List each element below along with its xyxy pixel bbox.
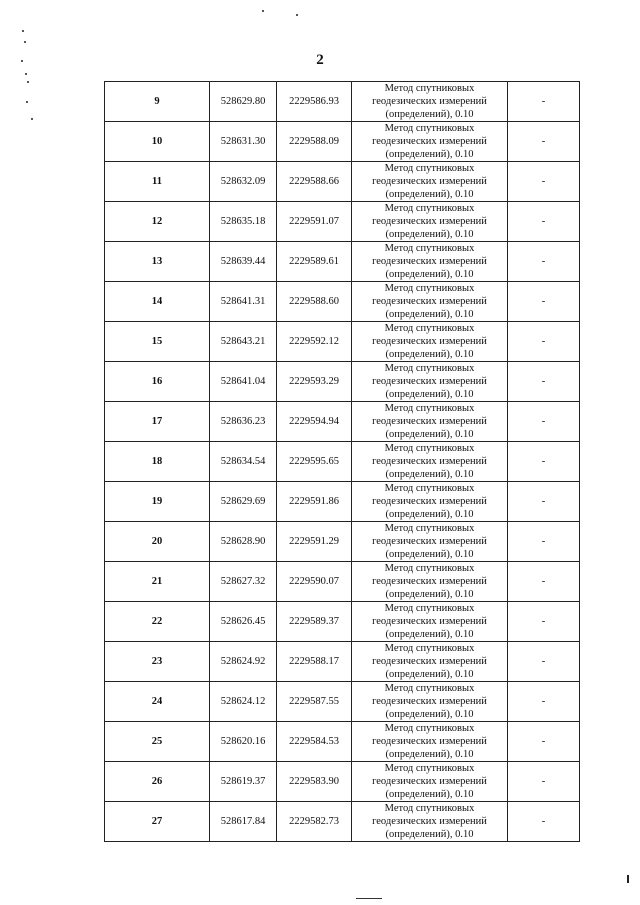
table-row xyxy=(105,762,580,802)
method-line: (определений), 0.10 xyxy=(385,149,474,160)
coordinates-table-body xyxy=(105,82,580,842)
point-number-cell: 23 xyxy=(105,642,210,682)
method-line: геодезических измерений xyxy=(372,656,487,667)
y-coordinate-cell: 2229595.65 xyxy=(277,442,352,482)
method-cell xyxy=(352,402,508,442)
method-line: (определений), 0.10 xyxy=(385,669,474,680)
bottom-rule xyxy=(356,898,382,899)
method-cell xyxy=(352,122,508,162)
method-line: Метод спутниковых xyxy=(384,403,475,414)
table-row xyxy=(105,522,580,562)
point-number-cell: 24 xyxy=(105,682,210,722)
method-line: (определений), 0.10 xyxy=(385,789,474,800)
table-row xyxy=(105,682,580,722)
point-number-cell: 27 xyxy=(105,802,210,842)
method-line: (определений), 0.10 xyxy=(385,709,474,720)
y-coordinate-cell: 2229591.86 xyxy=(277,482,352,522)
point-number-cell: 20 xyxy=(105,522,210,562)
point-number-cell: 10 xyxy=(105,122,210,162)
y-coordinate-cell: 2229593.29 xyxy=(277,362,352,402)
method-line: Метод спутниковых xyxy=(384,363,475,374)
x-coordinate-cell: 528624.92 xyxy=(210,642,277,682)
note-cell: - xyxy=(508,442,580,482)
table-row xyxy=(105,242,580,282)
method-line: геодезических измерений xyxy=(372,456,487,467)
table-row xyxy=(105,802,580,842)
method-cell xyxy=(352,802,508,842)
scan-speck xyxy=(31,118,33,120)
method-cell xyxy=(352,762,508,802)
note-cell: - xyxy=(508,162,580,202)
method-cell xyxy=(352,242,508,282)
point-number-cell: 21 xyxy=(105,562,210,602)
table-row xyxy=(105,642,580,682)
method-cell xyxy=(352,442,508,482)
method-line: геодезических измерений xyxy=(372,256,487,267)
note-cell: - xyxy=(508,282,580,322)
note-cell: - xyxy=(508,562,580,602)
method-line: (определений), 0.10 xyxy=(385,389,474,400)
table-row xyxy=(105,402,580,442)
method-line: (определений), 0.10 xyxy=(385,829,474,840)
method-line: геодезических измерений xyxy=(372,736,487,747)
method-line: (определений), 0.10 xyxy=(385,589,474,600)
method-line: Метод спутниковых xyxy=(384,603,475,614)
note-cell: - xyxy=(508,82,580,122)
point-number-cell: 9 xyxy=(105,82,210,122)
method-cell xyxy=(352,362,508,402)
method-line: геодезических измерений xyxy=(372,216,487,227)
note-cell: - xyxy=(508,482,580,522)
method-line: геодезических измерений xyxy=(372,296,487,307)
method-cell xyxy=(352,722,508,762)
point-number-cell: 15 xyxy=(105,322,210,362)
method-line: Метод спутниковых xyxy=(384,283,475,294)
method-line: (определений), 0.10 xyxy=(385,229,474,240)
method-line: Метод спутниковых xyxy=(384,683,475,694)
y-coordinate-cell: 2229588.09 xyxy=(277,122,352,162)
point-number-cell: 19 xyxy=(105,482,210,522)
scan-speck xyxy=(296,14,298,16)
x-coordinate-cell: 528627.32 xyxy=(210,562,277,602)
method-line: геодезических измерений xyxy=(372,696,487,707)
method-line: (определений), 0.10 xyxy=(385,109,474,120)
edge-mark xyxy=(627,875,629,883)
method-cell xyxy=(352,522,508,562)
scan-speck xyxy=(26,101,28,103)
method-line: Метод спутниковых xyxy=(384,203,475,214)
point-number-cell: 16 xyxy=(105,362,210,402)
x-coordinate-cell: 528626.45 xyxy=(210,602,277,642)
method-line: Метод спутниковых xyxy=(384,323,475,334)
table-row xyxy=(105,562,580,602)
table-row xyxy=(105,362,580,402)
note-cell: - xyxy=(508,522,580,562)
x-coordinate-cell: 528619.37 xyxy=(210,762,277,802)
note-cell: - xyxy=(508,242,580,282)
method-line: Метод спутниковых xyxy=(384,643,475,654)
method-line: Метод спутниковых xyxy=(384,563,475,574)
point-number-cell: 26 xyxy=(105,762,210,802)
method-line: геодезических измерений xyxy=(372,776,487,787)
method-line: Метод спутниковых xyxy=(384,803,475,814)
x-coordinate-cell: 528636.23 xyxy=(210,402,277,442)
method-cell xyxy=(352,682,508,722)
point-number-cell: 11 xyxy=(105,162,210,202)
note-cell: - xyxy=(508,682,580,722)
x-coordinate-cell: 528639.44 xyxy=(210,242,277,282)
method-line: геодезических измерений xyxy=(372,576,487,587)
point-number-cell: 17 xyxy=(105,402,210,442)
y-coordinate-cell: 2229583.90 xyxy=(277,762,352,802)
y-coordinate-cell: 2229584.53 xyxy=(277,722,352,762)
y-coordinate-cell: 2229590.07 xyxy=(277,562,352,602)
table-row xyxy=(105,722,580,762)
method-line: Метод спутниковых xyxy=(384,523,475,534)
x-coordinate-cell: 528617.84 xyxy=(210,802,277,842)
table-row xyxy=(105,602,580,642)
method-line: Метод спутниковых xyxy=(384,763,475,774)
scan-speck xyxy=(25,73,27,75)
method-cell xyxy=(352,282,508,322)
y-coordinate-cell: 2229588.60 xyxy=(277,282,352,322)
point-number-cell: 22 xyxy=(105,602,210,642)
method-line: геодезических измерений xyxy=(372,816,487,827)
method-line: геодезических измерений xyxy=(372,496,487,507)
x-coordinate-cell: 528629.69 xyxy=(210,482,277,522)
y-coordinate-cell: 2229589.37 xyxy=(277,602,352,642)
y-coordinate-cell: 2229586.93 xyxy=(277,82,352,122)
method-line: геодезических измерений xyxy=(372,616,487,627)
table-row xyxy=(105,282,580,322)
method-line: Метод спутниковых xyxy=(384,243,475,254)
point-number-cell: 14 xyxy=(105,282,210,322)
note-cell: - xyxy=(508,762,580,802)
method-cell xyxy=(352,562,508,602)
method-line: (определений), 0.10 xyxy=(385,349,474,360)
page-number: 2 xyxy=(316,52,324,68)
table-row xyxy=(105,122,580,162)
method-line: Метод спутниковых xyxy=(384,83,475,94)
method-cell xyxy=(352,162,508,202)
scan-speck xyxy=(27,81,29,83)
method-line: геодезических измерений xyxy=(372,376,487,387)
method-line: (определений), 0.10 xyxy=(385,509,474,520)
y-coordinate-cell: 2229582.73 xyxy=(277,802,352,842)
method-line: геодезических измерений xyxy=(372,536,487,547)
table-row xyxy=(105,482,580,522)
scan-speck xyxy=(24,41,26,43)
note-cell: - xyxy=(508,362,580,402)
x-coordinate-cell: 528631.30 xyxy=(210,122,277,162)
point-number-cell: 25 xyxy=(105,722,210,762)
note-cell: - xyxy=(508,642,580,682)
point-number-cell: 18 xyxy=(105,442,210,482)
x-coordinate-cell: 528641.04 xyxy=(210,362,277,402)
method-line: (определений), 0.10 xyxy=(385,429,474,440)
y-coordinate-cell: 2229587.55 xyxy=(277,682,352,722)
table-row xyxy=(105,322,580,362)
x-coordinate-cell: 528641.31 xyxy=(210,282,277,322)
y-coordinate-cell: 2229588.66 xyxy=(277,162,352,202)
x-coordinate-cell: 528624.12 xyxy=(210,682,277,722)
method-line: Метод спутниковых xyxy=(384,483,475,494)
method-line: геодезических измерений xyxy=(372,416,487,427)
method-line: (определений), 0.10 xyxy=(385,629,474,640)
x-coordinate-cell: 528628.90 xyxy=(210,522,277,562)
method-line: геодезических измерений xyxy=(372,336,487,347)
method-line: геодезических измерений xyxy=(372,136,487,147)
y-coordinate-cell: 2229591.29 xyxy=(277,522,352,562)
method-line: Метод спутниковых xyxy=(384,163,475,174)
method-line: (определений), 0.10 xyxy=(385,189,474,200)
point-number-cell: 13 xyxy=(105,242,210,282)
note-cell: - xyxy=(508,402,580,442)
x-coordinate-cell: 528643.21 xyxy=(210,322,277,362)
method-line: Метод спутниковых xyxy=(384,443,475,454)
method-cell xyxy=(352,642,508,682)
note-cell: - xyxy=(508,802,580,842)
scan-speck xyxy=(22,30,24,32)
x-coordinate-cell: 528635.18 xyxy=(210,202,277,242)
method-line: (определений), 0.10 xyxy=(385,549,474,560)
y-coordinate-cell: 2229592.12 xyxy=(277,322,352,362)
method-line: (определений), 0.10 xyxy=(385,309,474,320)
table-row xyxy=(105,162,580,202)
method-line: (определений), 0.10 xyxy=(385,269,474,280)
method-cell xyxy=(352,82,508,122)
note-cell: - xyxy=(508,122,580,162)
x-coordinate-cell: 528629.80 xyxy=(210,82,277,122)
method-cell xyxy=(352,202,508,242)
method-line: геодезических измерений xyxy=(372,96,487,107)
x-coordinate-cell: 528634.54 xyxy=(210,442,277,482)
method-line: Метод спутниковых xyxy=(384,123,475,134)
point-number-cell: 12 xyxy=(105,202,210,242)
method-cell xyxy=(352,322,508,362)
y-coordinate-cell: 2229589.61 xyxy=(277,242,352,282)
note-cell: - xyxy=(508,602,580,642)
note-cell: - xyxy=(508,322,580,362)
y-coordinate-cell: 2229594.94 xyxy=(277,402,352,442)
table-row xyxy=(105,82,580,122)
x-coordinate-cell: 528620.16 xyxy=(210,722,277,762)
method-line: (определений), 0.10 xyxy=(385,749,474,760)
method-cell xyxy=(352,602,508,642)
table-row xyxy=(105,202,580,242)
y-coordinate-cell: 2229591.07 xyxy=(277,202,352,242)
y-coordinate-cell: 2229588.17 xyxy=(277,642,352,682)
note-cell: - xyxy=(508,722,580,762)
method-line: геодезических измерений xyxy=(372,176,487,187)
table-row xyxy=(105,442,580,482)
method-cell xyxy=(352,482,508,522)
method-line: (определений), 0.10 xyxy=(385,469,474,480)
method-line: Метод спутниковых xyxy=(384,723,475,734)
note-cell: - xyxy=(508,202,580,242)
scan-speck xyxy=(262,10,264,12)
coordinates-table xyxy=(104,81,580,842)
x-coordinate-cell: 528632.09 xyxy=(210,162,277,202)
